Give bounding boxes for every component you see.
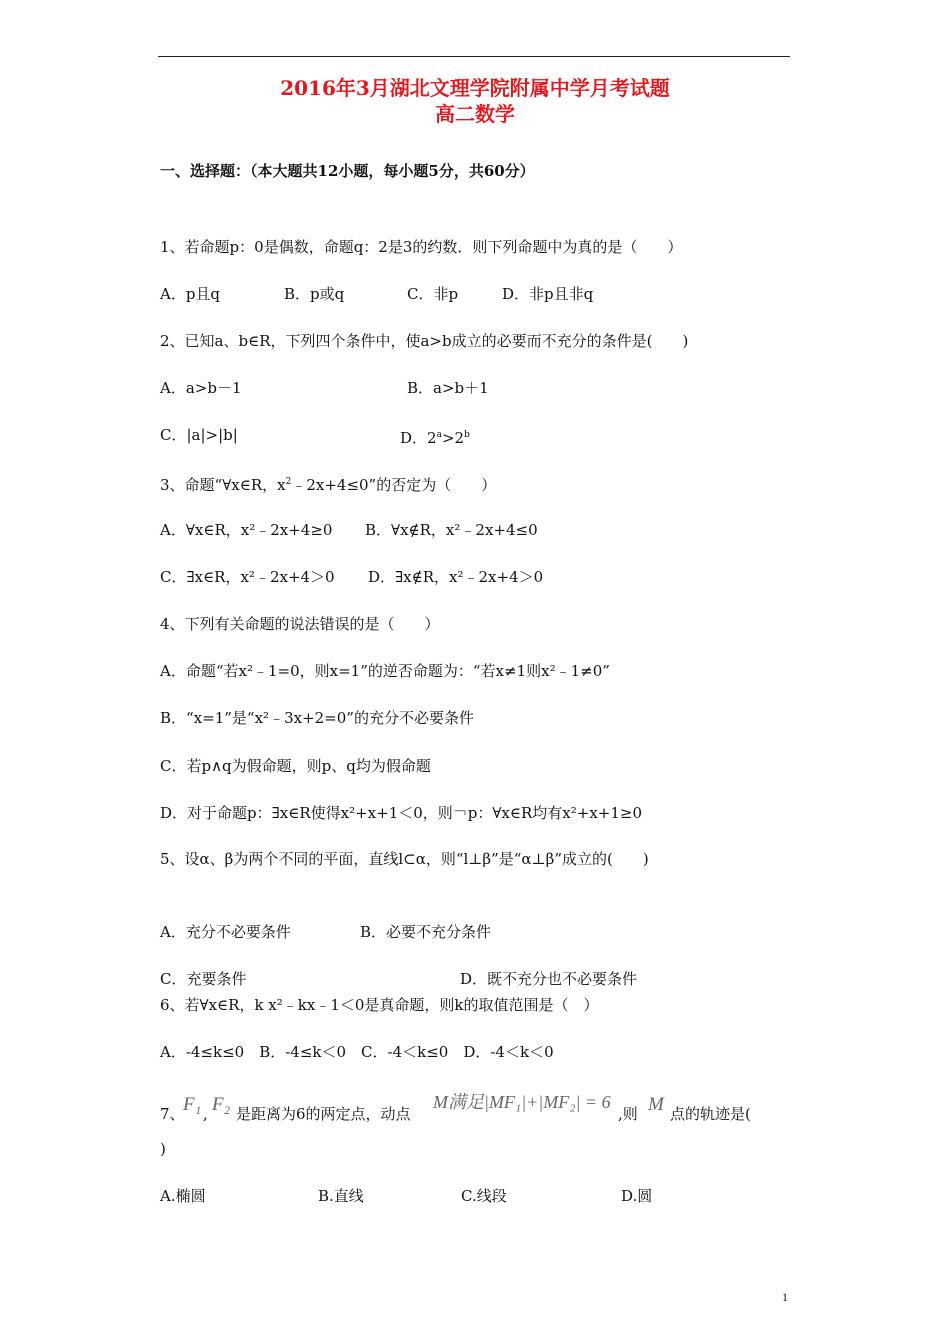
question-4-option-a: A．命题“若x²﹣1=0，则x=1”的逆否命题为：“若x≠1则x²﹣1≠0” <box>160 662 610 680</box>
page-number: 1 <box>782 1290 788 1304</box>
question-2-option-b: B．a>b＋1 <box>407 379 489 397</box>
formula-f2: F₂ <box>212 1094 231 1115</box>
stem-exp: 2 <box>285 477 292 487</box>
question-7-number: 7、 <box>160 1105 185 1123</box>
question-7-close-paren: ) <box>160 1140 166 1158</box>
question-3-option-c: C．∃x∈R，x²﹣2x+4＞0 <box>160 568 335 586</box>
formula-f1: F₁ <box>183 1094 202 1115</box>
section-heading: 一、选择题：（本大题共12小题，每小题5分，共60分） <box>160 162 535 180</box>
formula-m: M <box>648 1094 664 1115</box>
question-4-option-c: C．若p∧q为假命题，则p、q均为假命题 <box>160 757 431 775</box>
formula-condition: M满足|MF₁|+|MF₂| = 6 <box>433 1092 611 1112</box>
question-7-text-3: 点的轨迹是( <box>670 1105 751 1123</box>
question-4-stem: 4、下列有关命题的说法错误的是（ ） <box>160 615 440 633</box>
question-3-stem <box>160 472 496 495</box>
question-3-option-a: A．∀x∈R，x²﹣2x+4≥0 <box>160 521 333 539</box>
question-5-stem: 5、设α、β为两个不同的平面，直线l⊂α，则“l⊥β”是“α⊥β”成立的( ) <box>160 850 649 868</box>
question-1-stem: 1、若命题p：0是偶数，命题q：2是3的约数．则下列命题中为真的是（ ） <box>160 238 683 256</box>
question-2-option-c: C．|a|>|b| <box>160 426 238 444</box>
question-2-option-a: A．a>b－1 <box>160 379 242 397</box>
question-7-text-1: 是距离为6的两定点，动点 <box>236 1105 411 1123</box>
question-3-option-b: B．∀x∉R，x²﹣2x+4≤0 <box>365 521 538 539</box>
question-1-option-c: C．非p <box>407 285 459 303</box>
stem-part-1: 3、命题“∀x∈R，x <box>160 476 286 494</box>
stem-part-2: ﹣2x+4≤0”的否定为（ ） <box>291 476 497 494</box>
question-6-options: A．-4≤k≤0 B．-4≤k＜0 C．-4＜k≤0 D．-4＜k＜0 <box>160 1043 554 1061</box>
question-1-option-a: A．p且q <box>160 285 221 303</box>
question-2-option-d <box>400 425 470 448</box>
option-d-base: D．2 <box>400 429 437 447</box>
question-5-option-c: C．充要条件 <box>160 970 247 988</box>
question-4-option-b: B．“x=1”是“x²﹣3x+2=0”的充分不必要条件 <box>160 709 474 727</box>
question-1-option-b: B．p或q <box>284 285 345 303</box>
question-6-stem: 6、若∀x∈R，k x²﹣kx﹣1＜0是真命题，则k的取值范围是（ ） <box>160 996 599 1014</box>
question-5-option-d: D．既不充分也不必要条件 <box>460 970 638 988</box>
question-5-option-a: A．充分不必要条件 <box>160 923 291 941</box>
option-d-mid: >2 <box>441 429 465 447</box>
question-3-option-d: D．∃x∉R，x²﹣2x+4＞0 <box>368 568 544 586</box>
question-7-option-b: B.直线 <box>318 1187 364 1205</box>
header-rule <box>158 56 790 57</box>
option-d-exp-b: b <box>464 430 470 440</box>
question-7-text-2: ,则 <box>618 1105 638 1123</box>
question-1-option-d: D．非p且非q <box>502 285 594 303</box>
question-7-option-a: A.椭圆 <box>160 1187 206 1205</box>
question-5-option-b: B．必要不充分条件 <box>360 923 492 941</box>
exam-subtitle: 高二数学 <box>435 102 515 126</box>
option-d-exp-a: a <box>436 430 442 440</box>
exam-title: 2016年3月湖北文理学院附属中学月考试题 <box>280 76 670 100</box>
question-7-option-d: D.圆 <box>621 1187 653 1205</box>
question-2-stem: 2、已知a、b∈R，下列四个条件中，使a>b成立的必要而不充分的条件是( ) <box>160 332 689 350</box>
question-7-option-c: C.线段 <box>461 1187 507 1205</box>
question-7-comma: , <box>203 1105 208 1123</box>
question-4-option-d: D．对于命题p：∃x∈R使得x²+x+1＜0，则￢p：∀x∈R均有x²+x+1≥0 <box>160 804 643 822</box>
